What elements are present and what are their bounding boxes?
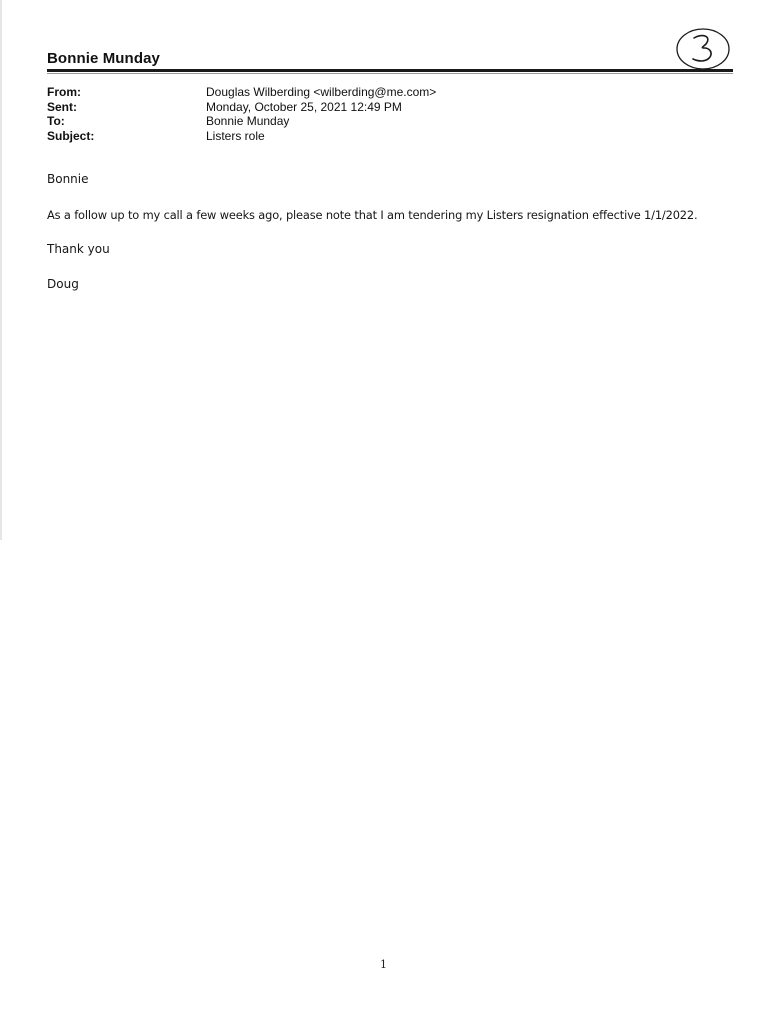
email-metadata (47, 85, 436, 143)
subject-value: Listers role (206, 128, 265, 143)
sent-row (47, 100, 436, 115)
mailbox-owner-name: Bonnie Munday (47, 50, 160, 67)
sent-label: Sent: (47, 99, 77, 114)
subject-row (47, 129, 436, 144)
email-greeting: Bonnie (47, 172, 89, 186)
from-row (47, 85, 436, 100)
header-divider (47, 69, 733, 72)
to-row (47, 114, 436, 129)
from-value: Douglas Wilberding <wilberding@me.com> (206, 85, 437, 99)
email-message: As a follow up to my call a few weeks ago, please note that I am tendering my Listers resignation effective 1/1/2022. (47, 208, 698, 222)
email-thanks: Thank you (47, 242, 110, 256)
to-value: Bonnie Munday (206, 114, 290, 128)
to-label: To: (47, 114, 65, 128)
header-divider-shadow (47, 73, 733, 74)
email-signoff: Doug (47, 277, 79, 291)
handwritten-page-mark (672, 26, 734, 72)
scan-edge-shadow (0, 0, 2, 540)
footer-page-number: 1 (380, 958, 387, 971)
from-label: From: (47, 85, 81, 99)
subject-label: Subject: (47, 128, 95, 143)
sent-value: Monday, October 25, 2021 12:49 PM (206, 99, 402, 114)
